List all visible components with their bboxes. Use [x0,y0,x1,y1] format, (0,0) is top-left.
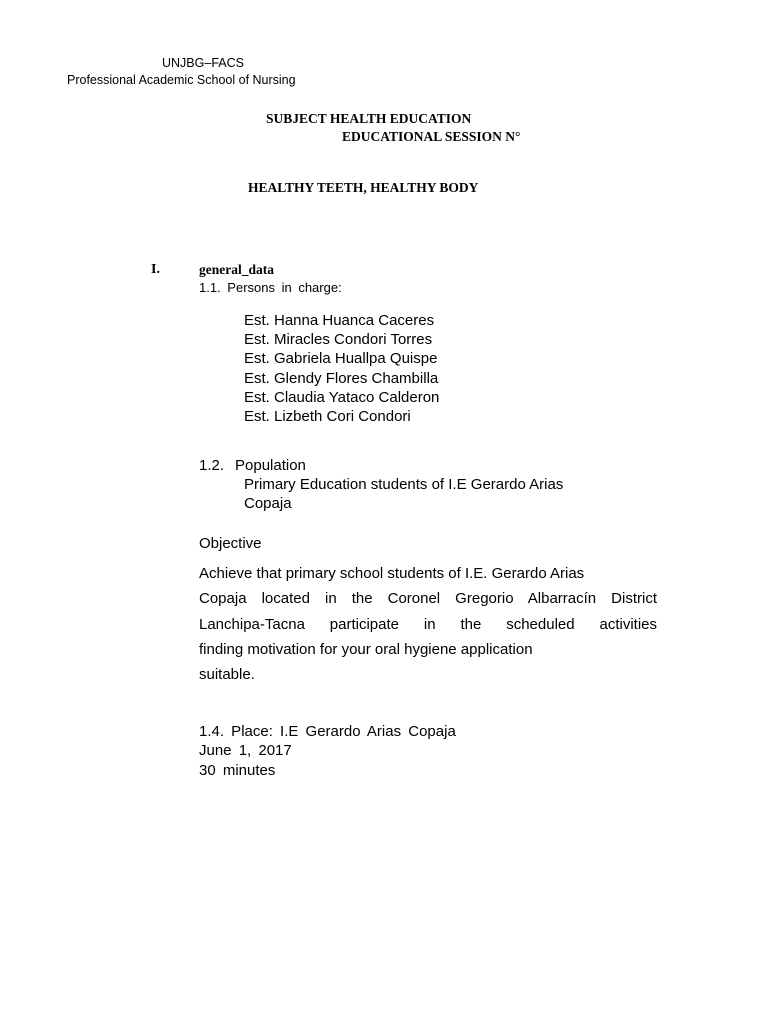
population-number: 1.2. [199,457,225,474]
person-item: Est. Hanna Huanca Caceres [244,312,435,329]
person-item: Est. Lizbeth Cori Condori [244,408,411,425]
person-item: Est. Glendy Flores Chambilla [244,370,439,387]
persons-label: 1.1. Persons in charge: [199,280,342,295]
topic-title: HEALTHY TEETH, HEALTHY BODY [248,180,479,195]
population-text: Primary Education students of I.E Gerardo Arias [244,476,564,493]
section-number: I. [151,262,160,277]
objective-line: Copaja located in the Coronel Gregorio Albarracín District [199,590,657,607]
population-label: Population [235,457,306,474]
objective-line: Lanchipa-Tacna participate in the scheduled activities [199,616,657,633]
date-line: June 1, 2017 [199,742,292,759]
subject-title: SUBJECT HEALTH EDUCATION [266,111,472,126]
objective-heading: Objective [199,535,262,552]
session-title: EDUCATIONAL SESSION N° [342,129,521,144]
school-name: Professional Academic School of Nursing [67,73,296,87]
objective-line: finding motivation for your oral hygiene application [199,641,533,658]
population-text-cont: Copaja [244,495,292,512]
duration-line: 30 minutes [199,762,276,779]
section-title: general_data [199,262,274,277]
person-item: Est. Gabriela Huallpa Quispe [244,350,438,367]
person-item: Est. Miracles Condori Torres [244,331,433,348]
objective-line: suitable. [199,666,255,683]
institution-name: UNJBG–FACS [162,56,244,70]
person-item: Est. Claudia Yataco Calderon [244,389,440,406]
objective-line: Achieve that primary school students of I.E. Gerardo Arias [199,565,585,582]
place-line: 1.4. Place: I.E Gerardo Arias Copaja [199,723,456,740]
